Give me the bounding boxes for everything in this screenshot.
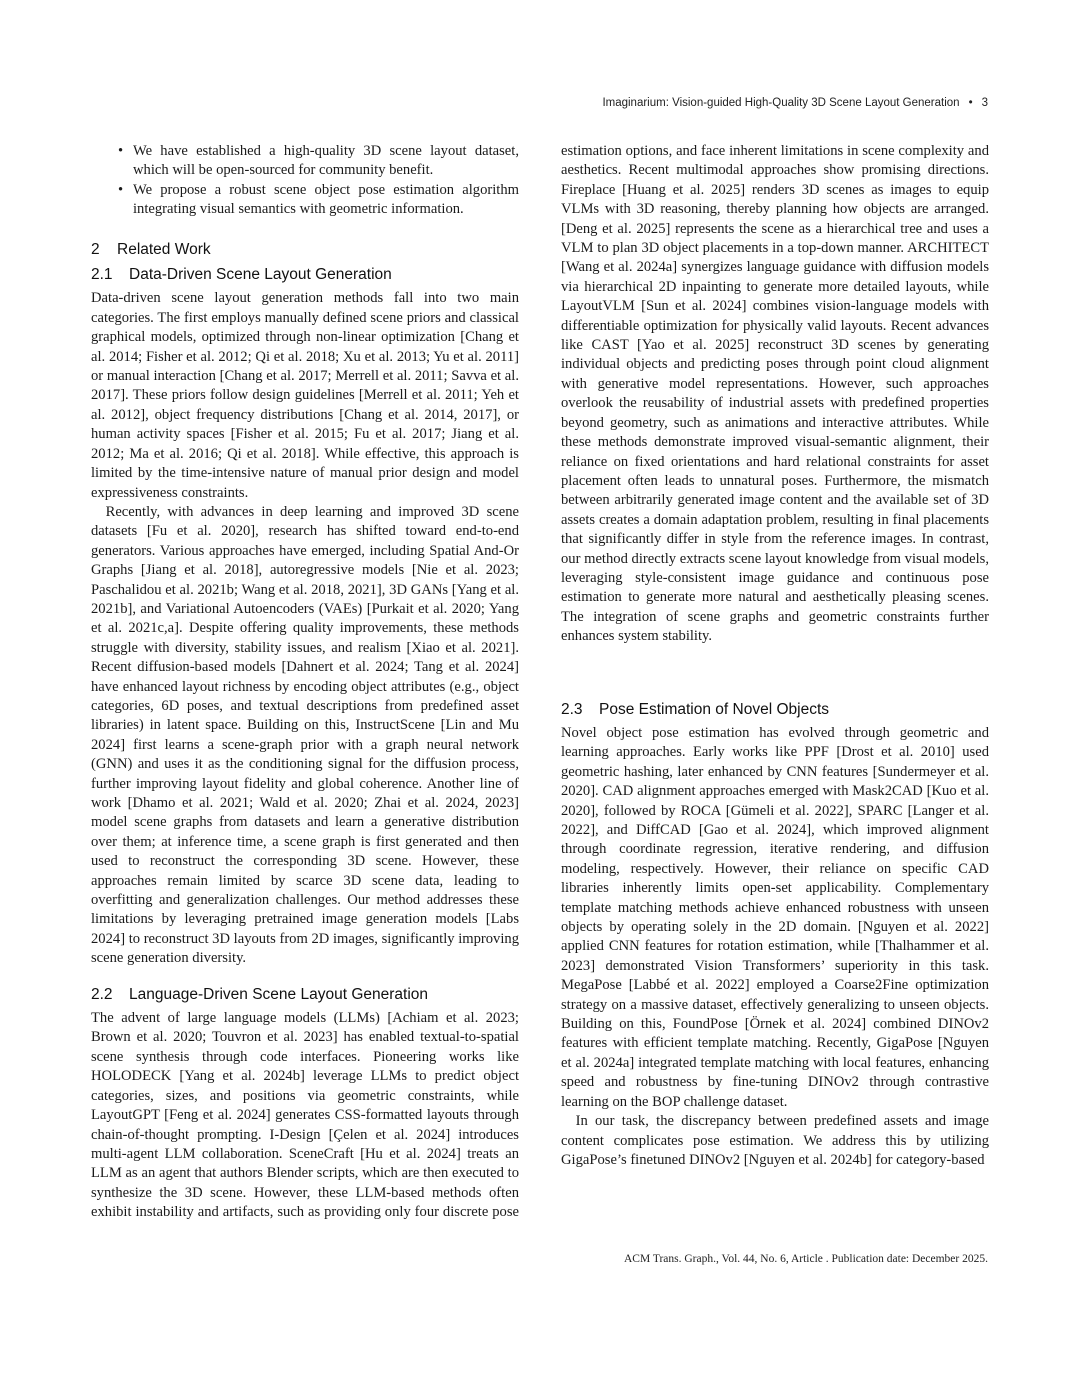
subsection-title: Data-Driven Scene Layout Generation: [129, 266, 392, 284]
left-column: [91, 142, 519, 1223]
subsection-number: 2.2: [91, 985, 113, 1003]
subsection-title: Language-Driven Scene Layout Generation: [129, 985, 429, 1003]
running-head-title: Imaginarium: Vision-guided High-Quality 3D Scene Layout Generation: [602, 97, 960, 109]
contribution-item: • We have established a high-quality 3D scene layout dataset, which will be open-sourced for community benefit.: [133, 142, 519, 181]
subsection-heading-pose-estimation: [561, 700, 989, 719]
subsection-title: Pose Estimation of Novel Objects: [599, 700, 830, 718]
section-title: Related Work: [117, 240, 211, 258]
paragraph: Recently, with advances in deep learning and improved 3D scene datasets [Fu et al. 2020], research has shifted toward end-to-end generators. Various approaches have emerged, including Spatial And-Or Graphs [Jiang et al. 2018], autoregressive models [Nie et al. 2023; Paschalidou et al. 2021b; Wang et al. 2018, 2021], 3D GANs [Yang et al. 2021b], and Variational Autoencoders (VAEs) [Purkait et al. 2020; Yang et al. 2021c,a]. Despite offering quality improvements, these methods struggle with diversity, stability issues, and realism [Xiao et al. 2021]. Recent diffusion-based models [Dahnert et al. 2024; Tang et al. 2024] have enhanced layout richness by encoding object attributes (e.g., object categories, 6D poses, and textual descriptions from predefined asset libraries) in latent space. Building on this, InstructScene [Lin and Mu 2024] first learns a scene-graph prior with a graph neural network (GNN) and uses it as the conditioning signal for the diffusion process, further improving layout fidelity and global coherence. Another line of work [Dhamo et al. 2021; Wald et al. 2020; Zhai et al. 2024, 2023] model scene graphs from datasets and learn a generative distribution over them; at inference time, a scene graph is first generated and then used to reconstruct the corresponding 3D scene. However, these approaches remain limited by scarce 3D scene data, leading to overfitting and generalization challenges. Our method addresses these limitations by leveraging pretrained image generation models [Labs 2024] to reconstruct 3D layouts from 2D images, significantly improving scene generation diversity.: [91, 503, 520, 967]
running-head-separator: •: [968, 97, 973, 109]
section-heading-related-work: [91, 240, 519, 259]
paragraph: Data-driven scene layout generation methods fall into two main categories. The first employs manually defined scene priors and classical graphical models, optimized through non-linear optimization [Chang et al. 2014; Fisher et al. 2012; Qi et al. 2018; Xu et al. 2013; Yu et al. 2011] or manual interaction [Chang et al. 2017; Merrell et al. 2011; Savva et al. 2017]. These priors follow design guidelines [Merrell et al. 2011; Yeh et al. 2012], object frequency distributions [Chang et al. 2014, 2017], or human activity spaces [Fisher et al. 2015; Fu et al. 2017; Jiang et al. 2012; Ma et al. 2016; Qi et al. 2018]. While effective, this approach is limited by the time-intensive nature of manual prior design and model expressiveness constraints.: [91, 290, 519, 501]
subsection-number: 2.1: [91, 266, 113, 284]
section-number: 2: [91, 240, 100, 258]
subsection-heading-language-driven: [91, 985, 519, 1004]
page-number: 3: [981, 97, 988, 109]
paragraph: In our task, the discrepancy between predefined assets and image content complicates pose estimation. We address this by utilizing GigaPose’s finetuned DINOv2 [Nguyen et al. 2024b] for category-based: [561, 1113, 989, 1168]
running-head: [602, 97, 988, 109]
paragraph-continued-top: estimation options, and face inherent limitations in scene complexity and aesthetics. Recent multimodal approaches show promising directions. Fireplace [Huang et al. 2025] renders 3D scenes as images to equip VLMs with 3D reasoning, thereby planning how objects are arranged. [Deng et al. 2025] represents the scene as a hierarchical tree and uses a VLM to plan 3D object placements in a top-down manner. ARCHITECT [Wang et al. 2024a] synergizes language guidance with diffusion models via hierarchical 2D inpainting to generate more detailed layouts, while LayoutVLM [Sun et al. 2024] combines vision-language models with differentiable optimization for physically valid layouts. Recent advances like CAST [Yao et al. 2025] reconstruct 3D scenes by generating individual objects and predicting poses through point cloud alignment with generative model representations. However, such approaches overlook the reusability of industrial assets with predefined properties beyond geometry, such as animations and interactive attributes. While these methods demonstrate improved visual-semantic alignment, their reliance on fixed orientations and hard relational constraints for asset placement often leads to unnatural poses. Furthermore, the mismatch between arbitrarily generated image content and the available set of 3D assets creates a domain adaptation problem, resulting in final placements that significantly differ in style from the reference images. In contrast, our method directly extracts scene layout knowledge from visual models, leveraging style-consistent image guidance and continuous pose estimation to generate more natural and aesthetically pleasing scenes. The integration of scene graphs and geometric constraints further enhances system stability.: [561, 143, 989, 645]
paragraph-continued: The advent of large language models (LLMs) [Achiam et al. 2023; Brown et al. 2020; Touvron et al. 2023] has enabled textual-to-spatial scene synthesis through code interfaces. Pioneering works like HOLODECK [Yang et al. 2024b] leverage LLMs to predict object categories, sizes, and positions via geometric constraints, while LayoutGPT [Feng et al. 2024] generates CSS-formatted layouts through chain-of-thought prompting. I-Design [Çelen et al. 2024] introduces multi-agent LLM collaboration. SceneCraft [Hu et al. 2024] treats an LLM as an agent that authors Blender scripts, which are then executed to synthesize the 3D scene. However, these LLM-based methods often exhibit instability and artifacts, such as providing only four discrete pose: [91, 1010, 519, 1221]
contribution-item: • We propose a robust scene object pose estimation algorithm integrating visual semantics with geometric information.: [133, 181, 519, 220]
right-column: [561, 142, 989, 1170]
subsection-heading-data-driven: [91, 265, 519, 284]
paragraph: Novel object pose estimation has evolved through geometric and learning approaches. Early works like PPF [Drost et al. 2010] used geometric hashing, later enhanced by CNN features [Sundermeyer et al. 2020]. CAD alignment approaches emerged with Mask2CAD [Kuo et al. 2020], followed by ROCA [Gümeli et al. 2022], SPARC [Langer et al. 2022], and DiffCAD [Gao et al. 2024], which improved alignment through coordinate regression, iterative rendering, and diffusion modeling, respectively. However, their reliance on specific CAD libraries inherently limits open-set applicability. Complementary template matching methods achieve enhanced robustness with unseen objects by operating solely in the 2D domain. [Nguyen et al. 2022] applied CNN features for rotation estimation, while [Thalhammer et al. 2023] demonstrated Vision Transformers’ superiority in this task. MegaPose [Labbé et al. 2022] employed a Coarse2Fine optimization strategy on a massive dataset, effectively generalizing to unseen objects. Building on this, FoundPose [Örnek et al. 2024] combined DINOv2 features with efficient template matching. Recently, GigaPose [Nguyen et al. 2024a] integrated template matching with local features, enhancing speed and robustness by fine-tuning DINOv2 through contrastive learning on the BOP challenge dataset.: [561, 724, 989, 1110]
contribution-list: [91, 142, 519, 220]
subsection-number: 2.3: [561, 700, 583, 718]
page-footer: ACM Trans. Graph., Vol. 44, No. 6, Article . Publication date: December 2025.: [623, 1253, 988, 1265]
